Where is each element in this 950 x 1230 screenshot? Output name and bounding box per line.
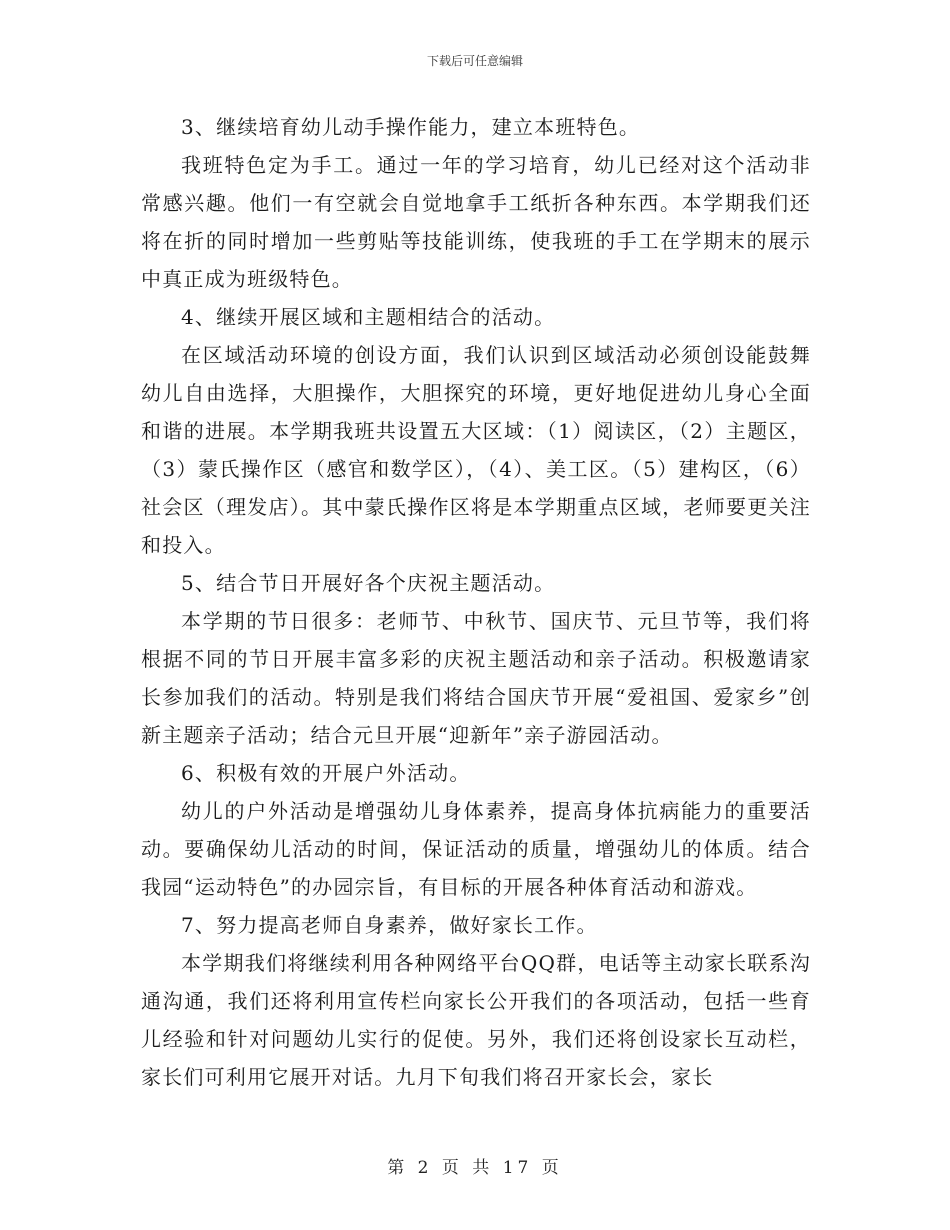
section-heading-5: 5、结合节日开展好各个庆祝主题活动。 xyxy=(181,571,556,595)
paragraph-festivals: 本学期的节日很多：老师节、中秋节、国庆节、元旦节等，我们将根据不同的节日开展丰富多彩的庆祝主题活动和亲子活动。积极邀请家长参加我们的活动。特别是我们将结合国庆节开展“爱祖国、爱家乡”创新主题亲子活动；结合元旦开展“迎新年”亲子游园活动。 xyxy=(141,609,811,747)
paragraph-parents: 本学期我们将继续利用各种网络平台QQ群，电话等主动家长联系沟通沟通，我们还将利用宣传栏向家长公开我们的各项活动，包括一些育儿经验和针对问题幼儿实行的促使。另外，我们还将创设家长互动栏，家长们可利用它展开对话。九月下旬我们将召开家长会，家长 xyxy=(141,951,811,1089)
section-heading-3: 3、继续培育幼儿动手操作能力，建立本班特色。 xyxy=(181,115,641,139)
section-heading-7: 7、努力提高老师自身素养，做好家长工作。 xyxy=(181,913,598,937)
page-number: 第 2 页 共 17 页 xyxy=(387,1158,563,1178)
section-heading-4: 4、继续开展区域和主题相结合的活动。 xyxy=(181,305,556,329)
paragraph-handcraft: 我班特色定为手工。通过一年的学习培育，幼儿已经对这个活动非常感兴趣。他们一有空就会自觉地拿手工纸折各种东西。本学期我们还将在折的同时增加一些剪贴等技能训练，使我班的手工在学期末的展示中真正成为班级特色。 xyxy=(141,153,811,291)
document-body xyxy=(141,108,811,1096)
section-heading-6: 6、积极有效的开展户外活动。 xyxy=(181,761,471,785)
page-header: 下载后可任意编辑 xyxy=(426,54,523,68)
paragraph-outdoor: 幼儿的户外活动是增强幼儿身体素养，提高身体抗病能力的重要活动。要确保幼儿活动的时间，保证活动的质量，增强幼儿的体质。结合我园“运动特色”的办园宗旨，有目标的开展各种体育活动和游戏。 xyxy=(141,799,811,899)
paragraph-areas: 在区域活动环境的创设方面，我们认识到区域活动必须创设能鼓舞幼儿自由选择，大胆操作，大胆探究的环境，更好地促进幼儿身心全面和谐的进展。本学期我班共设置五大区域：（1）阅读区，（2）主题区，（3）蒙氏操作区（感官和数学区），（4）、美工区。（5）建构区，（6）社会区（理发店）。其中蒙氏操作区将是本学期重点区域，老师要更关注和投入。 xyxy=(141,343,811,557)
